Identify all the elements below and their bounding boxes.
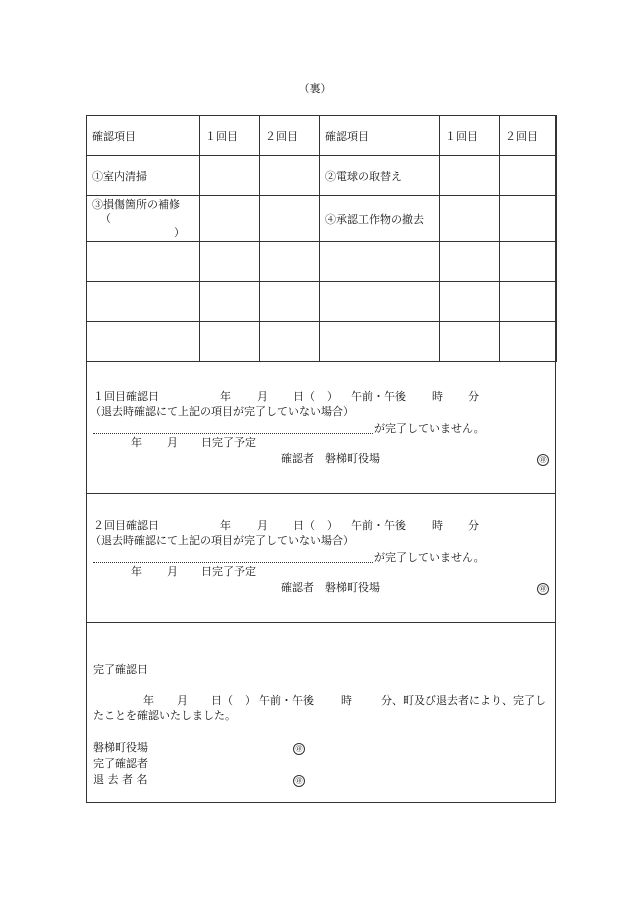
seal-icon: ㊞ — [537, 454, 549, 466]
second-check-day-close: ） — [327, 519, 338, 532]
table-row — [87, 322, 557, 362]
check-cell[interactable] — [260, 322, 320, 362]
check-cell[interactable] — [200, 242, 260, 282]
second-check-hour: 時 — [432, 519, 443, 532]
completion-confirmer: 完了確認者 — [93, 757, 148, 770]
check-cell[interactable] — [500, 156, 557, 196]
item-cell[interactable] — [87, 282, 200, 322]
seal-icon: ㊞ — [537, 583, 549, 595]
check-cell[interactable] — [260, 196, 320, 242]
first-check-day: 日（ — [293, 390, 315, 403]
completion-title: 完了確認日 — [93, 663, 148, 676]
table-row — [87, 242, 557, 282]
second-check-item-line[interactable] — [93, 562, 373, 563]
check-cell[interactable] — [200, 156, 260, 196]
table-row — [87, 282, 557, 322]
first-check-section — [87, 364, 555, 494]
first-check-note: （退去時確認にて上記の項目が完了していない場合） — [90, 405, 354, 418]
first-check-label: １回目確認日 — [93, 390, 159, 403]
first-check-confirmer: 確認者 磐梯町役場 — [281, 452, 380, 465]
header-cell: ２回目 — [260, 116, 320, 156]
completion-year: 年 — [143, 694, 154, 707]
item-cell[interactable] — [320, 282, 440, 322]
item-cell[interactable] — [87, 242, 200, 282]
first-check-year: 年 — [220, 390, 231, 403]
second-check-year: 年 — [220, 519, 231, 532]
item-cell[interactable] — [87, 322, 200, 362]
second-check-day: 日（ — [293, 519, 315, 532]
check-cell[interactable] — [260, 242, 320, 282]
first-check-ampm: 午前・午後 — [351, 390, 406, 403]
item-cell: ②電球の取替え — [320, 156, 440, 196]
repair-paren-open: （ — [100, 212, 111, 225]
completion-section — [87, 622, 555, 802]
completion-month: 月 — [177, 694, 188, 707]
first-check-hour: 時 — [432, 390, 443, 403]
completion-leaver: 退 去 者 名 — [93, 773, 148, 786]
check-cell[interactable] — [500, 322, 557, 362]
completion-minute-text: 分、町及び退去者により、完了し — [381, 694, 546, 707]
check-cell[interactable] — [440, 282, 500, 322]
repair-paren-close: ） — [174, 226, 185, 239]
check-cell[interactable] — [200, 196, 260, 242]
table-header-row — [87, 116, 557, 156]
first-check-plan-day: 日完了予定 — [201, 436, 256, 449]
second-check-section — [87, 493, 555, 623]
header-cell: ２回目 — [500, 116, 557, 156]
first-check-plan-month: 月 — [167, 436, 178, 449]
check-cell[interactable] — [260, 156, 320, 196]
completion-hour: 時 — [341, 694, 352, 707]
repair-item-label: ③損傷箇所の補修 — [92, 198, 180, 211]
table-row — [87, 196, 557, 242]
check-cell[interactable] — [260, 282, 320, 322]
check-cell[interactable] — [500, 282, 557, 322]
check-cell[interactable] — [500, 196, 557, 242]
item-cell: ④承認工作物の撤去 — [320, 196, 440, 242]
completion-day-close: ） — [245, 694, 256, 707]
item-cell: ①室内清掃 — [87, 156, 200, 196]
page-title: （裏） — [298, 82, 332, 95]
item-cell[interactable] — [320, 242, 440, 282]
check-cell[interactable] — [440, 196, 500, 242]
first-check-plan-year: 年 — [131, 436, 142, 449]
completion-line2: たことを確認いたしました。 — [93, 709, 236, 722]
header-cell: １回目 — [440, 116, 500, 156]
second-check-note: （退去時確認にて上記の項目が完了していない場合） — [90, 534, 354, 547]
second-check-plan-month: 月 — [167, 565, 178, 578]
header-cell: １回目 — [200, 116, 260, 156]
completion-office: 磐梯町役場 — [93, 741, 148, 754]
second-check-incomplete: が完了していません。 — [374, 551, 485, 564]
second-check-minute: 分 — [468, 519, 479, 532]
second-check-confirmer: 確認者 磐梯町役場 — [281, 581, 380, 594]
check-cell[interactable] — [440, 156, 500, 196]
check-cell[interactable] — [200, 282, 260, 322]
first-check-minute: 分 — [468, 390, 479, 403]
item-cell[interactable] — [320, 322, 440, 362]
header-cell: 確認項目 — [320, 116, 440, 156]
seal-icon: ㊞ — [293, 743, 305, 755]
first-check-incomplete: が完了していません。 — [374, 422, 485, 435]
check-cell[interactable] — [440, 322, 500, 362]
check-cell[interactable] — [200, 322, 260, 362]
first-check-month: 月 — [257, 390, 268, 403]
first-check-item-line[interactable] — [93, 433, 373, 434]
second-check-label: ２回目確認日 — [93, 519, 159, 532]
second-check-month: 月 — [257, 519, 268, 532]
item-cell — [87, 196, 200, 242]
table-row — [87, 156, 557, 196]
check-cell[interactable] — [440, 242, 500, 282]
check-items-table — [86, 115, 557, 362]
header-cell: 確認項目 — [87, 116, 200, 156]
completion-day: 日（ — [211, 694, 233, 707]
second-check-plan-year: 年 — [131, 565, 142, 578]
check-cell[interactable] — [500, 242, 557, 282]
completion-ampm: 午前・午後 — [259, 694, 314, 707]
first-check-day-close: ） — [327, 390, 338, 403]
second-check-ampm: 午前・午後 — [351, 519, 406, 532]
seal-icon: ㊞ — [293, 775, 305, 787]
form-frame — [86, 115, 556, 803]
second-check-plan-day: 日完了予定 — [201, 565, 256, 578]
